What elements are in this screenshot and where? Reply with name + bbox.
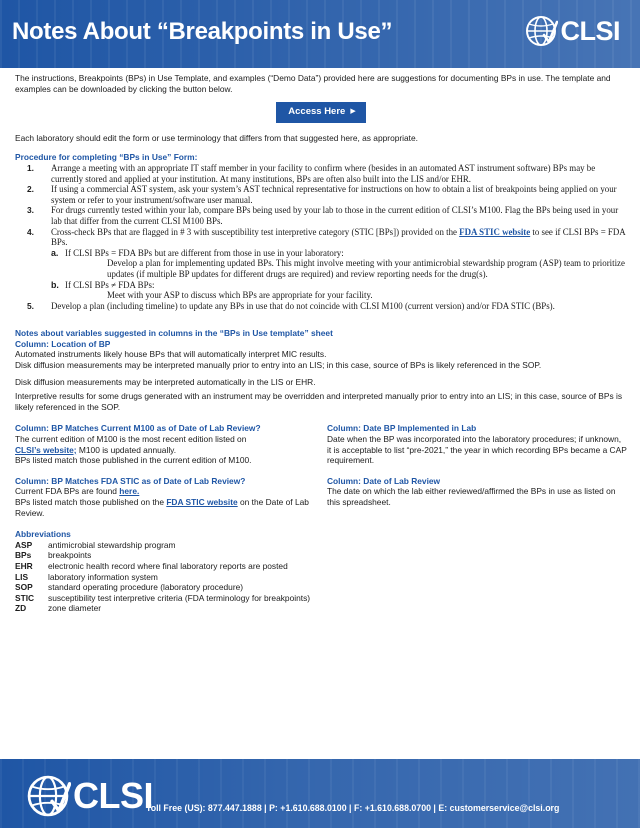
procedure-steps (25, 163, 627, 311)
footer-clsi-logo (25, 773, 153, 819)
clsi-website-link[interactable]: CLSI’s website; (15, 444, 77, 455)
abbreviations-title: Abbreviations (15, 529, 71, 540)
location-line: Interpretive results for some drugs generated with an instrument may be overridden and interpreted manually prior to entry into an LIS; in this case, source of BPs is likely referenced in the SOP. (15, 391, 623, 412)
fda-column-notes: Column: BP Matches FDA STIC as of Date of Lab Review? Current FDA BPs are found here. BPs listed match those published on the FDA STIC website on the Date of Lab Review. (15, 475, 309, 518)
abbreviation-row: EHR electronic health record where final laboratory reports are posted (15, 560, 288, 571)
procedure-step: 5. Develop a plan (including timeline) to update any BPs in use that do not coincide with CLSI M100 (current version) and/or FDA STIC (BPs). (27, 300, 555, 311)
main-content (15, 73, 627, 614)
fda-stic-link[interactable]: FDA STIC website (459, 226, 531, 237)
abbreviation-row: STIC susceptibility test interpretive criteria (FDA terminology for breakpoints) (15, 592, 311, 603)
procedure-step: 4. Cross-check BPs that are flagged in # 3 with susceptibility test interpretive category (STIC [BPs]) provided on the FDA STIC website to see if CLSI BPs = FDA BPs. a. If CLSI BPs = FDA BPs but are different from those in use in your laboratory: Develop a plan for implementing updated BPs. This might involve meeting with your antimicrobial stewardship program (ASP) team to prioritize updates (if multiple BP updates for different drugs are required) and review reporting needs for the drug(s). b. If CLSI BPs ≠ FDA BPs: Meet with your ASP to discuss which BPs are appropriate for your facility. (27, 226, 626, 301)
intro-text: The instructions, Breakpoints (BPs) in Use Template, and examples (“Demo Data”) provided here are suggestions for documenting BPs in use. The template and examples can be downloaded by clicking the button below. (15, 73, 611, 94)
substep-b: b. If CLSI BPs ≠ FDA BPs: Meet with your ASP to discuss which BPs are appropriate for your facility. (51, 279, 373, 301)
abbreviation-row: SOP standard operating procedure (laboratory procedure) (15, 582, 244, 593)
procedure-step: 1. Arrange a meeting with an appropriate IT staff member in your facility to confirm where (besides in an automated AST instrument software) BPs may be currently stored and applied at your institution. At many institutions, BPs are often also built into the LIS and/or EHR. (27, 162, 596, 184)
location-column-title: Column: Location of BP (15, 338, 111, 349)
abbreviations-list (15, 540, 627, 614)
footer-logo-text: CLSI (73, 775, 154, 816)
substep-a: a. If CLSI BPs = FDA BPs but are different from those in use in your laboratory: Develop a plan for implementing updated BPs. This might involve meeting with your antimicrobial stewardship program (ASP) team to prioritize updates (if multiple BP updates for different drugs are required) and review reporting needs for the drug(s). (51, 247, 625, 279)
fda-stic-website-link[interactable]: FDA STIC website (166, 497, 238, 507)
abbreviation-row: BPs breakpoints (15, 550, 92, 561)
m100-column-notes: Column: BP Matches Current M100 as of Date of Lab Review? The current edition of M100 is the most recent edition listed on CLSI’s website; M100 is updated annually. BPs listed match those published in the current edition of M100. (15, 423, 261, 466)
fda-here-link[interactable]: here. (119, 486, 140, 497)
clsi-logo (524, 14, 620, 48)
header-banner (0, 0, 640, 68)
globe-icon (25, 773, 71, 819)
edit-note: Each laboratory should edit the form or use terminology that differs from that suggested here, as appropriate. (15, 132, 418, 143)
location-line: Disk diffusion measurements may be interpreted automatically in the LIS or EHR. (15, 376, 316, 387)
procedure-title: Procedure for completing “BPs in Use” Form: (15, 152, 198, 163)
procedure-step: 3. For drugs currently tested within your lab, compare BPs being used by your lab to those in the current edition of CLSI’s M100. Flag the BPs being used in your lab that differ from the current CLSI M100 BPs. (27, 205, 619, 226)
date-implemented-notes: Column: Date BP Implemented in Lab Date when the BP was incorporated into the laboratory procedures; if unknown, it is acceptable to list “pre-2021,” the year in which recording BPs became a CAP requirement. (327, 423, 627, 466)
location-line: Automated instruments likely house BPs that will automatically interpret MIC results. (15, 349, 327, 360)
date-review-notes: Column: Date of Lab Review The date on which the lab either reviewed/affirmed the BPs in use as listed on this spreadsheet. (327, 475, 616, 507)
abbreviation-row: ZD zone diameter (15, 603, 102, 614)
columns-row-1 (15, 423, 627, 465)
access-here-button[interactable] (276, 102, 365, 123)
location-line: Disk diffusion measurements may be interpreted manually prior to entry into an LIS; in this case, source of BPs is likely referenced in the SOP. (15, 360, 542, 371)
footer-contact-info: Toll Free (US): 877.447.1888 | P: +1.610.688.0100 | F: +1.610.688.0700 | E: customerservice@clsi.org (146, 803, 560, 813)
access-button-label: Access Here (288, 106, 346, 118)
variables-title: Notes about variables suggested in columns in the “BPs in Use template” sheet (15, 328, 333, 339)
play-arrow-icon: ▶ (350, 108, 356, 116)
globe-icon (524, 14, 558, 48)
abbreviation-row: ASP antimicrobial stewardship program (15, 539, 176, 550)
footer-banner (0, 759, 640, 828)
page-title: Notes About “Breakpoints in Use” (12, 18, 393, 45)
access-button-wrap (15, 102, 627, 123)
abbreviation-row: LIS laboratory information system (15, 571, 158, 582)
columns-row-2 (15, 476, 627, 518)
logo-text: CLSI (560, 15, 620, 46)
procedure-step: 2. If using a commercial AST system, ask your system’s AST technical representative for instructions on how to obtain a list of breakpoints being applied on your system or refer to your instrument/software user manual. (27, 184, 617, 205)
